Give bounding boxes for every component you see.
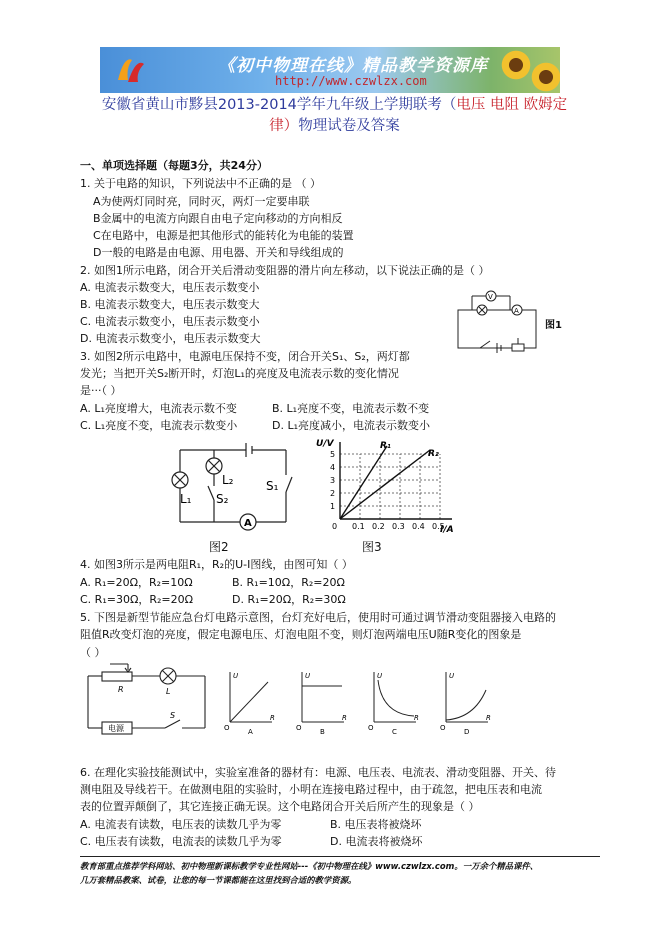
- figure-2-caption: 图2: [209, 540, 229, 554]
- svg-text:V: V: [488, 293, 493, 301]
- q2-stem: 2. 如图1所示电路，闭合开关后滑动变阻器的滑片向左移动，以下说法正确的是（ ）: [80, 264, 490, 277]
- header-banner: [100, 47, 560, 93]
- fig3-ytick: 4: [330, 463, 336, 472]
- q1-option-a: A为使两灯同时亮，同时灭，两灯一定要串联: [93, 195, 310, 208]
- q5-l-label: L: [166, 687, 171, 696]
- q5-line3: （ ）: [80, 646, 106, 659]
- fig3-xtick: 0.2: [372, 522, 385, 531]
- footer-line1: 教育部重点推荐学科网站、初中物理新课标教学专业性网站---《初中物理在线》www.czwlzx.com。一万余个精品课件、: [80, 861, 539, 871]
- q5-graph-r: R: [342, 714, 347, 722]
- figure-2-circuit: [168, 440, 303, 540]
- figure-3-graph: [312, 436, 460, 538]
- q5-circuit: [80, 660, 220, 740]
- fig3-ytick: 2: [330, 489, 336, 498]
- q6-line1: 6. 在理化实验技能测试中，实验室准备的器材有：电源、电压表、电流表、滑动变阻器、开关、待: [80, 766, 556, 779]
- fig3-xtick: 0.1: [352, 522, 365, 531]
- q3-option-c: C. L₁亮度不变，电流表示数变小: [80, 419, 238, 432]
- q3-line2: 发光；当把开关S₂断开时，灯泡L₁的亮度及电流表示数的变化情况: [80, 367, 399, 380]
- q1-option-c: C在电路中，电源是把其他形式的能转化为电能的装置: [93, 229, 354, 242]
- svg-text:A: A: [514, 307, 519, 315]
- sunflower-icon: [530, 61, 560, 93]
- fig3-ytick: 5: [330, 450, 336, 459]
- banner-title: 《初中物理在线》精品教学资源库: [218, 56, 488, 76]
- q5-graph-u: U: [377, 672, 383, 680]
- fig2-l2-label: L₂: [222, 473, 234, 487]
- section-heading: 一、单项选择题（每题3分，共24分）: [80, 159, 268, 172]
- fig3-ytick: 1: [330, 502, 336, 511]
- q1-option-d: D一般的电路是由电源、用电器、开关和导线组成的: [93, 246, 344, 259]
- q6-line3: 表的位置弄颠倒了，其它连接正确无误。这个电路闭合开关后所产生的现象是（ ）: [80, 800, 480, 813]
- q5-graph-o: O: [368, 724, 374, 732]
- q5-graph-option: B: [320, 728, 325, 736]
- q5-s-label: S: [170, 711, 176, 720]
- q5-graph-r: R: [414, 714, 419, 722]
- q1-option-b: B金属中的电流方向跟自由电子定向移动的方向相反: [93, 212, 343, 225]
- q3-line1: 3. 如图2所示电路中，电源电压保持不变，闭合开关S₁、S₂，两灯都: [80, 350, 410, 363]
- fig3-xtick: 0.4: [412, 522, 425, 531]
- fig3-xtick: 0.3: [392, 522, 405, 531]
- fig3-ylabel: U/V: [316, 439, 334, 449]
- fig2-l1-label: L₁: [180, 492, 192, 506]
- q6-option-a: A. 电流表有读数，电压表的读数几乎为零: [80, 818, 282, 831]
- q4-option-a: A. R₁=20Ω，R₂=10Ω: [80, 576, 193, 589]
- q5-source-label: 电源: [108, 724, 124, 733]
- q5-graph-u: U: [449, 672, 455, 680]
- q5-graph-u: U: [233, 672, 239, 680]
- q6-line2: 测电阻及导线若干。在做测电阻的实验时，小明在连接电路过程中，由于疏忽，把电压表和电流: [80, 783, 542, 796]
- q5-r-label: R: [118, 685, 124, 694]
- q5-graph-option: C: [392, 728, 397, 736]
- q2-option-b: B. 电流表示数变大，电压表示数变大: [80, 298, 260, 311]
- figure-3-caption: 图3: [362, 540, 382, 554]
- q5-line1: 5. 下图是新型节能应急台灯电路示意图，台灯充好电后，使用时可通过调节滑动变阻器接入电路的: [80, 611, 556, 624]
- q4-stem: 4. 如图3所示是两电阻R₁，R₂的U-I图线，由图可知（ ）: [80, 558, 353, 571]
- footer-line2: 几万套精品教案、试卷，让您的每一节课都能在这里找到合适的教学资源。: [80, 875, 357, 885]
- q4-option-c: C. R₁=30Ω，R₂=20Ω: [80, 593, 194, 606]
- q5-graph-option: D: [464, 728, 470, 736]
- q3-option-a: A. L₁亮度增大，电流表示数不变: [80, 402, 237, 415]
- page-footer: [80, 856, 600, 887]
- q2-option-c: C. 电流表示数变小，电压表示数变小: [80, 315, 260, 328]
- q6-option-b: B. 电压表将被烧坏: [330, 818, 422, 831]
- q5-graph-o: O: [296, 724, 302, 732]
- figure-1-label: 图1: [545, 320, 562, 331]
- q6-option-d: D. 电流表将被烧坏: [330, 835, 423, 848]
- fig3-r1-label: R₁: [380, 441, 391, 451]
- q5-graph-r: R: [486, 714, 491, 722]
- q4-option-b: B. R₁=10Ω，R₂=20Ω: [232, 576, 345, 589]
- sunflower-icon: [500, 49, 532, 81]
- q3-option-d: D. L₁亮度减小，电流表示数变小: [272, 419, 431, 432]
- fig2-s1-label: S₁: [266, 479, 279, 493]
- q6-option-c: C. 电压表有读数，电流表的读数几乎为零: [80, 835, 282, 848]
- fig3-xtick: 0.5: [432, 522, 445, 531]
- q5-line2: 阻值R改变灯泡的亮度，假定电源电压、灯泡电阻不变，则灯泡两端电压U随R变化的图象是: [80, 628, 522, 641]
- q1-stem: 1. 关于电路的知识，下列说法中不正确的是 （ ）: [80, 177, 321, 190]
- fig3-r2-label: R₂: [428, 449, 439, 459]
- q2-option-a: A. 电流表示数变大，电压表示数变小: [80, 281, 260, 294]
- ammeter-label: A: [244, 518, 252, 529]
- q5-graph-option: A: [248, 728, 253, 736]
- site-logo-icon: [110, 50, 150, 90]
- q5-graphs: [222, 668, 512, 736]
- doc-title: 安徽省黄山市黟县2013-2014学年九年级上学期联考（电压 电阻 欧姆定 律）物理试卷及答案: [101, 97, 568, 134]
- fig3-xlabel: I/A: [440, 525, 454, 535]
- q2-option-d: D. 电流表示数变小，电压表示数变大: [80, 332, 261, 345]
- q5-graph-o: O: [224, 724, 230, 732]
- fig3-ytick: 3: [330, 476, 336, 485]
- q4-option-d: D. R₁=20Ω，R₂=30Ω: [232, 593, 346, 606]
- q3-option-b: B. L₁亮度不变，电流表示数不变: [272, 402, 430, 415]
- fig3-origin: 0: [332, 522, 338, 531]
- fig2-s2-label: S₂: [216, 492, 229, 506]
- banner-url[interactable]: http://www.czwlzx.com: [275, 74, 427, 88]
- figure-1-circuit: [452, 288, 540, 356]
- q3-line3: 是···（ ）: [80, 384, 122, 397]
- q5-graph-r: R: [270, 714, 275, 722]
- q5-graph-o: O: [440, 724, 446, 732]
- q5-graph-u: U: [305, 672, 311, 680]
